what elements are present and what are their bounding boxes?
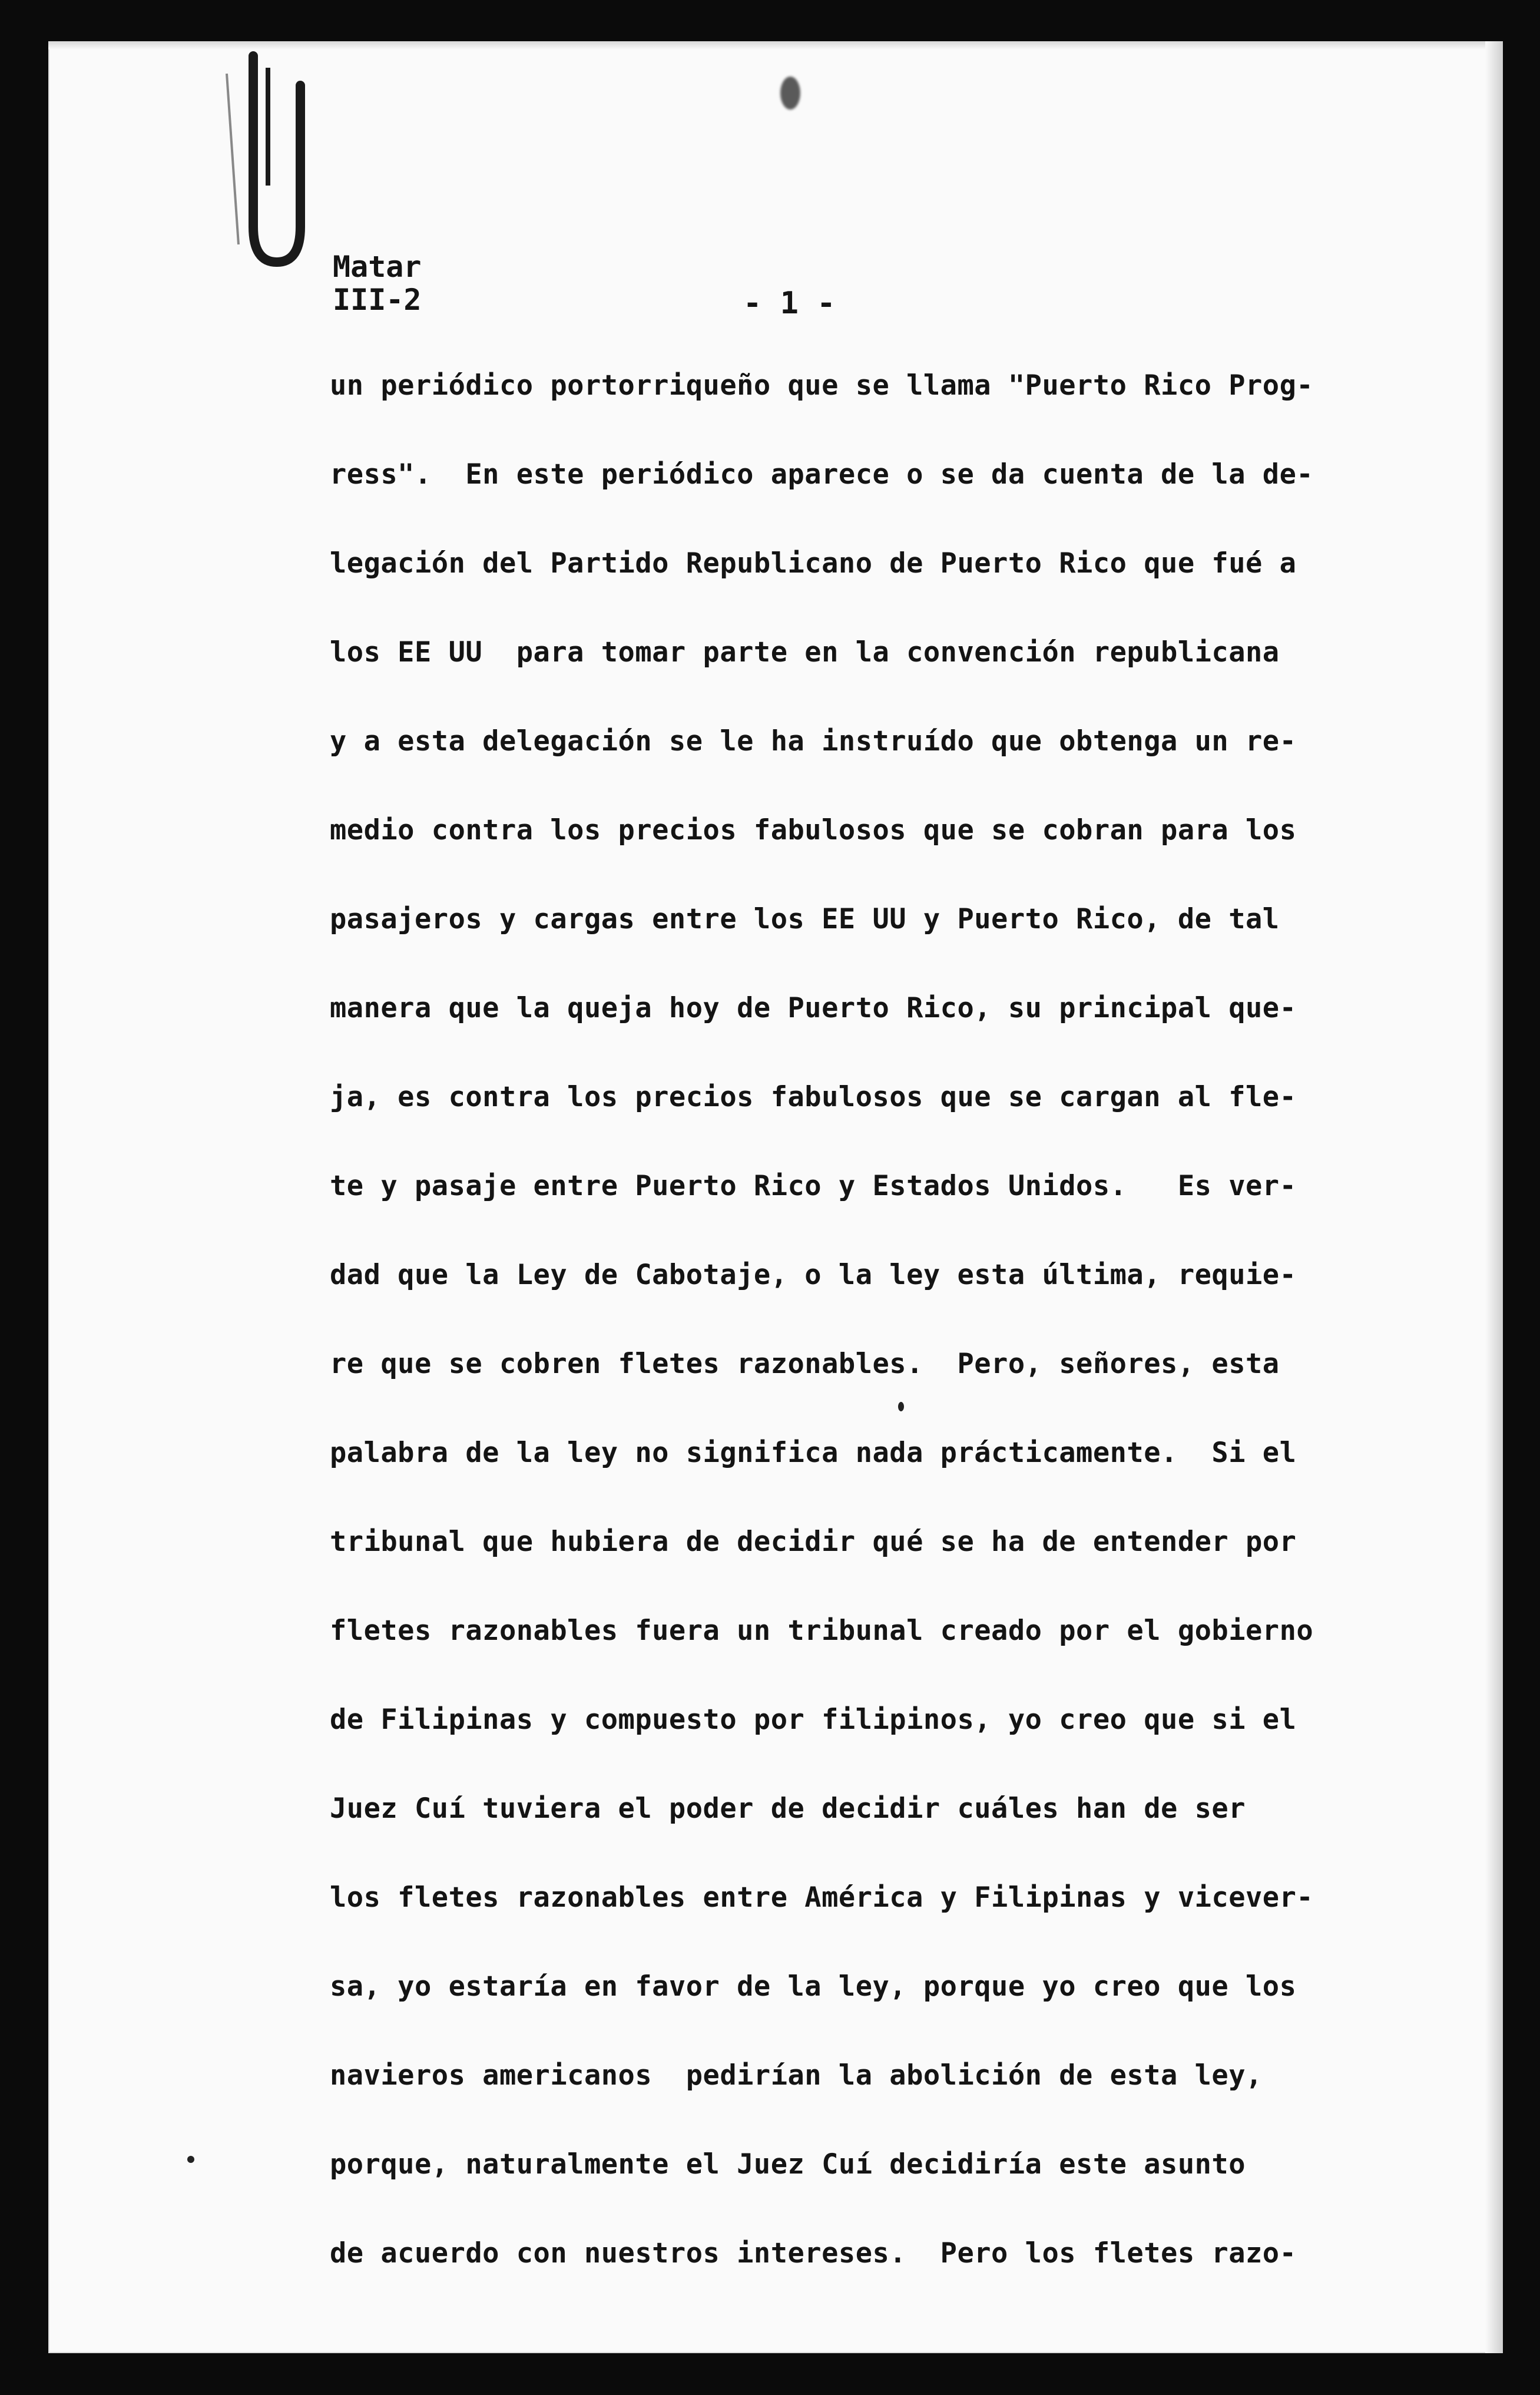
binder-hole bbox=[780, 77, 800, 110]
text-line: de acuerdo con nuestros intereses. Pero los fletes razo- bbox=[330, 2237, 1297, 2270]
paper-top-edge bbox=[48, 41, 1503, 49]
text-line: legación del Partido Republicano de Puerto Rico que fué a bbox=[330, 547, 1297, 580]
text-line: te y pasaje entre Puerto Rico y Estados Unidos. Es ver- bbox=[330, 1170, 1297, 1202]
ink-speck bbox=[898, 1402, 904, 1411]
document-header bbox=[333, 250, 422, 316]
ink-speck bbox=[187, 2156, 194, 2163]
text-line: dad que la Ley de Cabotaje, o la ley esta última, requie- bbox=[330, 1259, 1297, 1291]
text-line: pasajeros y cargas entre los EE UU y Puerto Rico, de tal bbox=[330, 903, 1280, 935]
text-line: navieros americanos pedirían la abolición de esta ley, bbox=[330, 2059, 1263, 2092]
text-line: fletes razonables fuera un tribunal creado por el gobierno bbox=[330, 1615, 1314, 1647]
text-line: ja, es contra los precios fabulosos que se cargan al fle- bbox=[330, 1081, 1297, 1113]
text-line: sa, yo estaría en favor de la ley, porque yo creo que los bbox=[330, 1970, 1297, 2003]
text-line: tribunal que hubiera de decidir qué se ha de entender por bbox=[330, 1526, 1297, 1558]
text-line: ress". En este periódico aparece o se da cuenta de la de- bbox=[330, 458, 1314, 491]
text-line: porque, naturalmente el Juez Cuí decidiría este asunto bbox=[330, 2148, 1246, 2181]
paper-clip-icon bbox=[203, 50, 333, 274]
text-line: manera que la queja hoy de Puerto Rico, su principal que- bbox=[330, 992, 1297, 1024]
body-text bbox=[330, 368, 1366, 2325]
text-line: un periódico portorriqueño que se llama "Puerto Rico Prog- bbox=[330, 369, 1314, 402]
page-number: - 1 - bbox=[743, 286, 836, 321]
text-line: palabra de la ley no significa nada prácticamente. Si el bbox=[330, 1437, 1297, 1469]
text-line: los EE UU para tomar parte en la convención republicana bbox=[330, 636, 1280, 669]
text-line: de Filipinas y compuesto por filipinos, yo creo que si el bbox=[330, 1703, 1297, 1736]
text-line: los fletes razonables entre América y Filipinas y vicever- bbox=[330, 1881, 1314, 1914]
paper-right-edge bbox=[1485, 41, 1503, 2353]
header-code: III-2 bbox=[333, 283, 422, 317]
header-name: Matar bbox=[333, 250, 422, 284]
text-line: y a esta delegación se le ha instruído que obtenga un re- bbox=[330, 725, 1297, 757]
text-line: Juez Cuí tuviera el poder de decidir cuáles han de ser bbox=[330, 1792, 1246, 1825]
text-line: medio contra los precios fabulosos que se cobran para los bbox=[330, 814, 1297, 846]
text-line: re que se cobren fletes razonables. Pero, señores, esta bbox=[330, 1348, 1280, 1380]
